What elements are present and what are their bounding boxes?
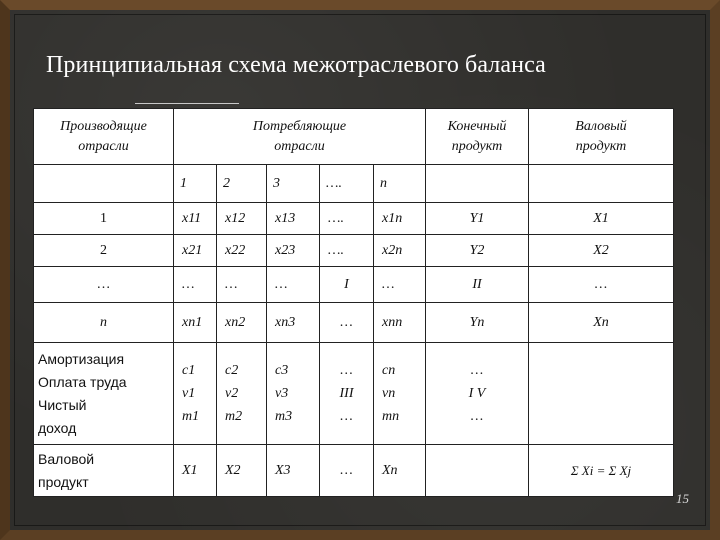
table-cell: ….: [320, 203, 374, 235]
slide-title: Принципиальная схема межотраслевого баланса: [46, 52, 546, 78]
va-col-5: [374, 343, 426, 445]
final-cell: II: [426, 267, 529, 303]
va-col-3: [267, 343, 320, 445]
header-gross-line2: продукт: [575, 138, 627, 154]
row-label: …: [34, 267, 174, 303]
label-product: продукт: [38, 473, 89, 490]
page-number: 15: [676, 491, 689, 506]
table-cell: x12: [217, 203, 267, 235]
table-cell: x11: [174, 203, 217, 235]
gross-final-empty: [426, 445, 529, 497]
label-gross: Валовой: [38, 450, 95, 467]
table-cell: …: [174, 267, 217, 303]
va-cell: m3: [275, 409, 293, 424]
va-cell: c1: [182, 363, 196, 378]
gross-row-cell: X3: [267, 445, 320, 497]
table-cell: xn1: [174, 303, 217, 343]
va-col-2: [217, 343, 267, 445]
gross-product-row: [34, 445, 674, 497]
va-col-4: [320, 343, 374, 445]
table-cell: xnn: [374, 303, 426, 343]
final-cell: Y2: [426, 235, 529, 267]
table-cell: x13: [267, 203, 320, 235]
subheader-col-3: 3: [267, 165, 320, 203]
header-gross: [529, 109, 674, 165]
gross-cell: X2: [529, 235, 674, 267]
va-cell: III: [339, 386, 354, 401]
header-producing: [34, 109, 174, 165]
balance-table-container: [33, 108, 673, 496]
header-consuming-line2: отрасли: [274, 138, 325, 154]
table-cell: x2n: [374, 235, 426, 267]
table-cell: x21: [174, 235, 217, 267]
va-final: [426, 343, 529, 445]
table-cell: xn3: [267, 303, 320, 343]
subheader-empty: [34, 165, 174, 203]
va-cell: …: [340, 363, 353, 378]
row-label: n: [34, 303, 174, 343]
va-cell: c2: [225, 363, 239, 378]
gross-cell: …: [529, 267, 674, 303]
subheader-gross-empty: [529, 165, 674, 203]
value-added-labels: [34, 343, 174, 445]
row-label: 2: [34, 235, 174, 267]
subheader-col-2: 2: [217, 165, 267, 203]
subheader-final-empty: [426, 165, 529, 203]
header-gross-line1: Валовый: [575, 118, 627, 134]
gross-row-cell: X2: [217, 445, 267, 497]
subheader-col-dots: ….: [320, 165, 374, 203]
subheader-col-1: 1: [174, 165, 217, 203]
va-cell: v2: [225, 386, 239, 401]
table-cell: …: [217, 267, 267, 303]
va-cell: mn: [382, 409, 400, 424]
row-label: 1: [34, 203, 174, 235]
header-producing-line1: Производящие: [60, 118, 147, 134]
va-cell: m2: [225, 409, 243, 424]
va-cell: m1: [182, 409, 200, 424]
label-depreciation: Амортизация: [38, 350, 125, 367]
table-row: [34, 303, 674, 343]
gross-row-cell: …: [320, 445, 374, 497]
table-cell: I: [320, 267, 374, 303]
header-producing-line2: отрасли: [78, 138, 129, 154]
va-gross-empty: [529, 343, 674, 445]
header-final: [426, 109, 529, 165]
balance-formula: Σ Xi = Σ Xj: [529, 445, 674, 497]
va-cell: v1: [182, 386, 196, 401]
va-cell: …: [340, 409, 353, 424]
title-underline: [135, 103, 239, 104]
table-cell: x1n: [374, 203, 426, 235]
gross-row-cell: Xn: [374, 445, 426, 497]
va-cell: v3: [275, 386, 289, 401]
va-cell: c3: [275, 363, 289, 378]
table-cell: …: [320, 303, 374, 343]
balance-table: [33, 108, 674, 497]
va-cell: …: [470, 409, 484, 424]
header-final-line1: Конечный: [447, 118, 507, 134]
va-cell: …: [470, 363, 484, 378]
final-cell: Y1: [426, 203, 529, 235]
va-col-1: [174, 343, 217, 445]
va-cell: vn: [382, 386, 396, 401]
gross-cell: X1: [529, 203, 674, 235]
table-row: [34, 203, 674, 235]
table-cell: x22: [217, 235, 267, 267]
label-income: доход: [38, 419, 77, 436]
table-cell: …: [374, 267, 426, 303]
label-wages: Оплата труда: [38, 373, 127, 390]
subheader-col-n: n: [374, 165, 426, 203]
header-consuming-line1: Потребляющие: [252, 118, 347, 134]
gross-cell: Xn: [529, 303, 674, 343]
table-cell: xn2: [217, 303, 267, 343]
va-cell: I V: [468, 386, 486, 401]
header-final-line2: продукт: [451, 138, 503, 154]
table-cell: ….: [320, 235, 374, 267]
header-row: [34, 109, 674, 165]
table-row: [34, 267, 674, 303]
gross-row-cell: X1: [174, 445, 217, 497]
table-row: [34, 235, 674, 267]
label-net: Чистый: [38, 396, 87, 413]
va-cell: cn: [382, 363, 396, 378]
subheader-row: [34, 165, 674, 203]
gross-labels: [34, 445, 174, 497]
table-cell: …: [267, 267, 320, 303]
header-consuming: [174, 109, 426, 165]
table-cell: x23: [267, 235, 320, 267]
final-cell: Yn: [426, 303, 529, 343]
value-added-row: [34, 343, 674, 445]
